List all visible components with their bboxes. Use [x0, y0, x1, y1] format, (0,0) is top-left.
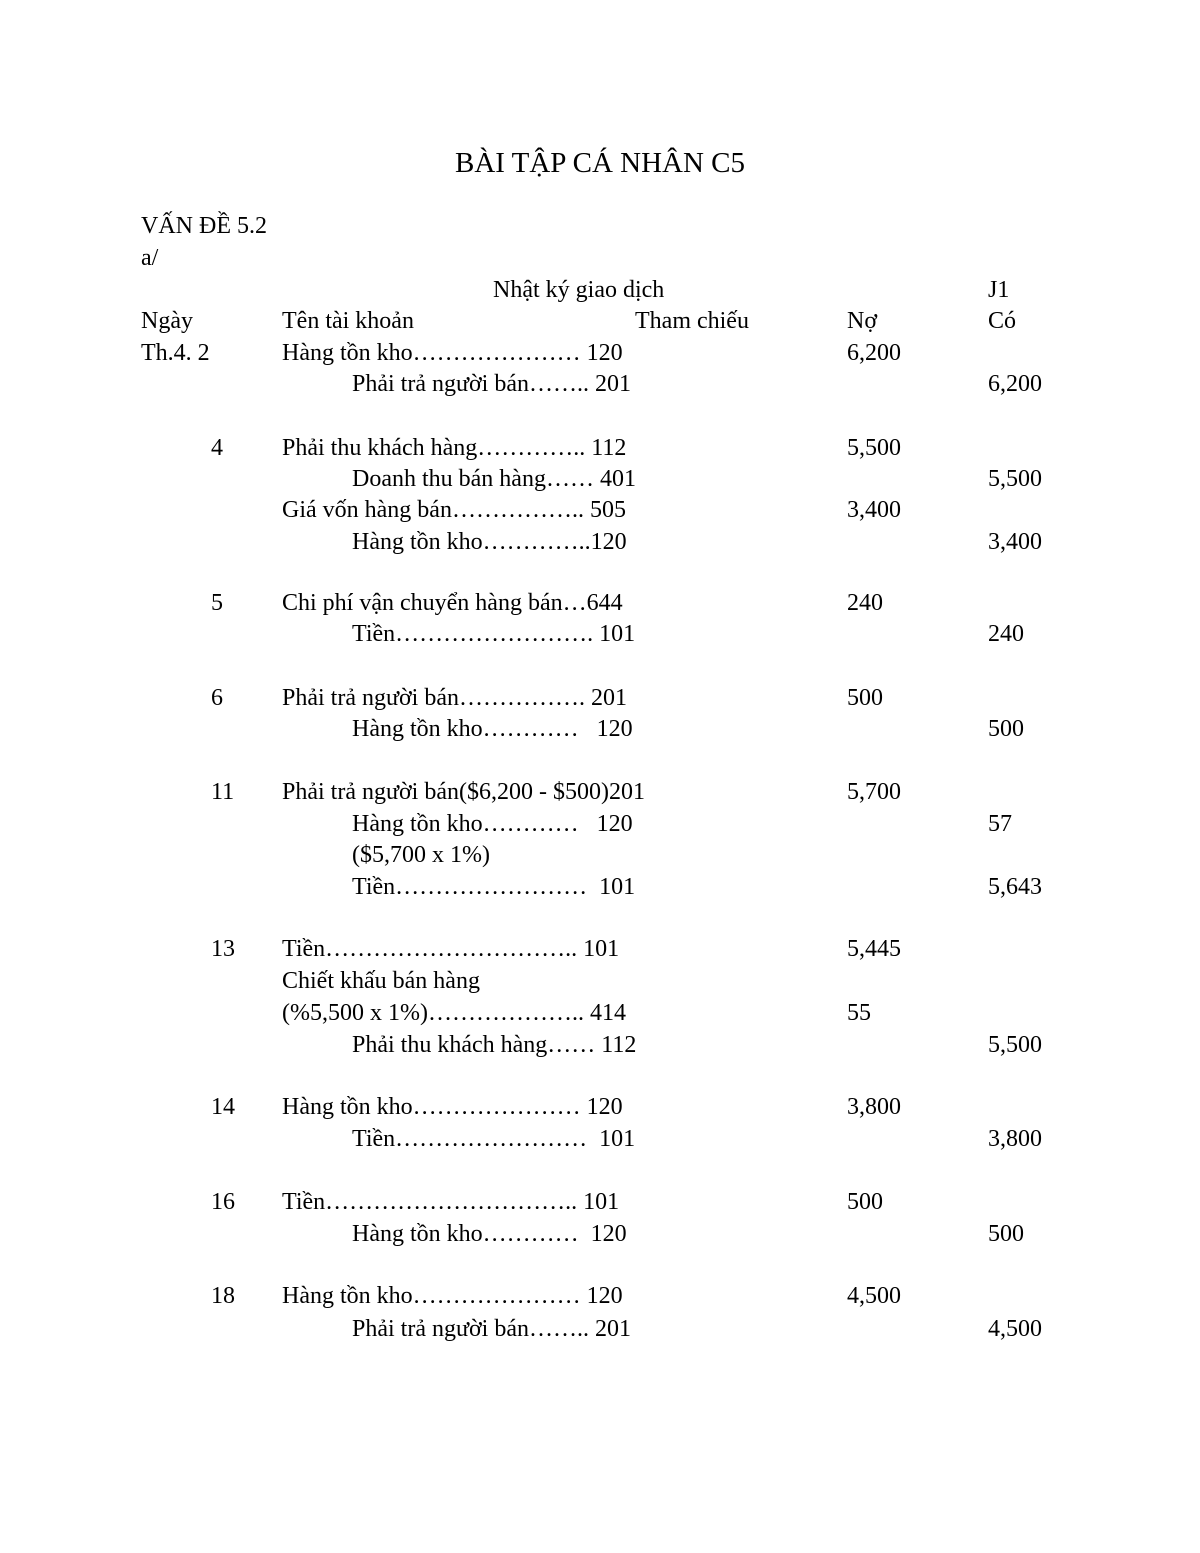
entry-date: Th.4. 2 [141, 340, 210, 366]
entry-debit: 6,200 [847, 340, 901, 366]
entry-debit: 5,445 [847, 936, 901, 962]
entry-account: Tiền……………………. 101 [352, 621, 636, 647]
entry-account: Phải trả người bán…….. 201 [352, 1316, 631, 1342]
entry-credit: 5,500 [988, 466, 1042, 492]
journal-title: Nhật ký giao dịch [493, 277, 665, 303]
entry-account: Hàng tồn kho………………… 120 [282, 1283, 623, 1309]
entry-debit: 55 [847, 1000, 871, 1026]
entry-debit: 240 [847, 590, 883, 616]
part-label: a/ [141, 245, 159, 271]
entry-account: ($5,700 x 1%) [352, 842, 490, 868]
entry-credit: 500 [988, 1221, 1024, 1247]
entry-account: Chi phí vận chuyển hàng bán…644 [282, 590, 623, 616]
entry-date: 16 [211, 1189, 235, 1215]
entry-debit: 500 [847, 1189, 883, 1215]
header-ref: Tham chiếu [635, 308, 749, 334]
entry-debit: 5,700 [847, 779, 901, 805]
entry-account: Giá vốn hàng bán…………….. 505 [282, 497, 626, 523]
entry-credit: 5,500 [988, 1032, 1042, 1058]
entry-debit: 3,400 [847, 497, 901, 523]
header-account: Tên tài khoản [282, 308, 414, 334]
journal-code: J1 [988, 277, 1010, 303]
entry-credit: 6,200 [988, 371, 1042, 397]
entry-date: 11 [211, 779, 235, 805]
entry-debit: 3,800 [847, 1094, 901, 1120]
entry-account: Phải trả người bán……………. 201 [282, 685, 627, 711]
entry-account: Chiết khấu bán hàng [282, 968, 480, 994]
entry-debit: 4,500 [847, 1283, 901, 1309]
entry-account: Phải thu khách hàng………….. 112 [282, 435, 627, 461]
entry-credit: 500 [988, 716, 1024, 742]
entry-credit: 4,500 [988, 1316, 1042, 1342]
entry-date: 13 [211, 936, 235, 962]
entry-credit: 57 [988, 811, 1012, 837]
entry-account: Hàng tồn kho………… 120 [352, 716, 633, 742]
header-date: Ngày [141, 308, 193, 334]
entry-debit: 5,500 [847, 435, 901, 461]
entry-account: Tiền…………………… 101 [352, 874, 636, 900]
entry-account: Hàng tồn kho…………..120 [352, 529, 627, 555]
entry-debit: 500 [847, 685, 883, 711]
entry-date: 6 [211, 685, 223, 711]
entry-account: Hàng tồn kho………………… 120 [282, 340, 623, 366]
entry-account: Hàng tồn kho………………… 120 [282, 1094, 623, 1120]
entry-account: (%5,500 x 1%)……………….. 414 [282, 1000, 626, 1026]
entry-credit: 240 [988, 621, 1024, 647]
entry-account: Tiền………………………….. 101 [282, 1189, 620, 1215]
entry-account: Hàng tồn kho………… 120 [352, 811, 633, 837]
entry-account: Tiền…………………… 101 [352, 1126, 636, 1152]
entry-credit: 3,400 [988, 529, 1042, 555]
entry-date: 18 [211, 1283, 235, 1309]
entry-account: Hàng tồn kho………… 120 [352, 1221, 627, 1247]
entry-credit: 5,643 [988, 874, 1042, 900]
entry-account: Doanh thu bán hàng…… 401 [352, 466, 636, 492]
entry-account: Phải trả người bán…….. 201 [352, 371, 631, 397]
section-heading: VẤN ĐỀ 5.2 [141, 213, 267, 239]
entry-credit: 3,800 [988, 1126, 1042, 1152]
entry-account: Tiền………………………….. 101 [282, 936, 620, 962]
entry-date: 5 [211, 590, 223, 616]
document-title: BÀI TẬP CÁ NHÂN C5 [454, 147, 746, 179]
entry-date: 14 [211, 1094, 235, 1120]
header-credit: Có [988, 308, 1017, 334]
entry-account: Phải trả người bán($6,200 - $500)201 [282, 779, 645, 805]
entry-account: Phải thu khách hàng…… 112 [352, 1032, 637, 1058]
header-debit: Nợ [847, 308, 878, 334]
entry-date: 4 [211, 435, 223, 461]
